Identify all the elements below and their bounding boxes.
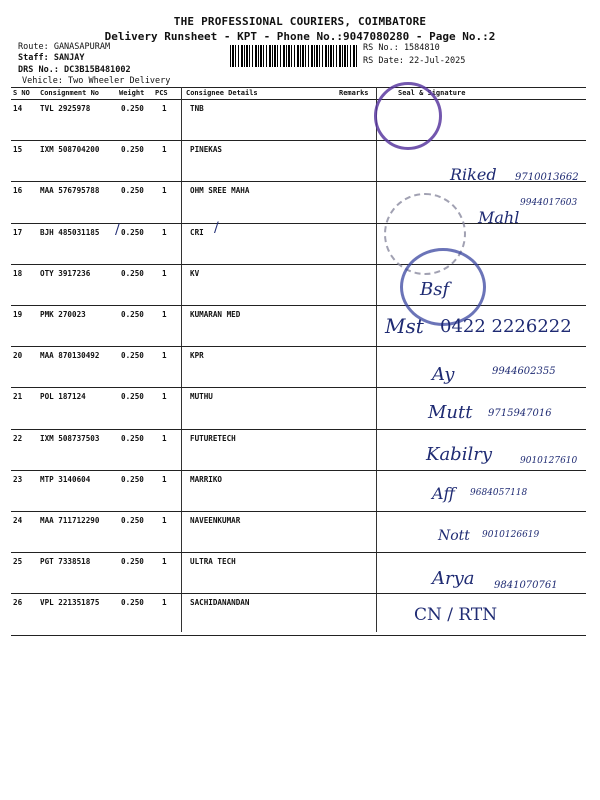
row-consignment-no: PGT 7338518 (40, 557, 91, 567)
row-weight: 0.250 (121, 392, 144, 402)
row-pcs: 1 (162, 351, 167, 361)
row-divider (11, 387, 586, 388)
company-title: THE PROFESSIONAL COURIERS, COIMBATORE (173, 15, 427, 28)
row-consignment-no: PMK 270023 (40, 310, 86, 319)
tick-mark-17a: / (115, 222, 120, 238)
row-consignee: ULTRA TECH (190, 557, 236, 567)
row-consignment-no: IXM 508704200 (40, 145, 100, 155)
row-divider (11, 429, 586, 430)
handwritten-phone-21: 9715947016 (488, 408, 552, 419)
row-sno: 22 (13, 433, 23, 443)
row-divider (11, 346, 586, 347)
row-consignee: PINEKAS (190, 145, 223, 155)
col-header-remarks: Remarks (339, 89, 369, 97)
row-pcs: 1 (162, 310, 167, 319)
row-divider (11, 181, 586, 182)
row-pcs: 1 (162, 392, 167, 402)
row-weight: 0.250 (121, 351, 144, 361)
row-sno: 17 (13, 227, 23, 237)
row-consignee: KUMARAN MED (190, 310, 241, 319)
row-pcs: 1 (162, 598, 167, 608)
row-consignment-no: TVL 2925978 (40, 104, 91, 113)
signature-22: Kabilry (426, 444, 492, 465)
staff-label: Staff: SANJAY (18, 53, 85, 63)
return-note-26: CN / RTN (414, 605, 498, 625)
rs-date: RS Date: 22-Jul-2025 (363, 56, 466, 66)
row-sno: 15 (13, 145, 23, 155)
row-weight: 0.250 (121, 557, 144, 567)
signature-25: Arya (432, 568, 475, 589)
row-consignment-no: OTY 3917236 (40, 268, 91, 278)
row-consignment-no: BJH 485031185 (40, 227, 100, 237)
row-divider (11, 593, 586, 594)
row-consignee: KPR (190, 351, 204, 361)
handwritten-phone-19: 0422 2226222 (440, 316, 572, 337)
signature-16: Riked (450, 165, 497, 184)
handwritten-phone-22: 9010127610 (520, 456, 578, 466)
row-sno: 16 (13, 186, 23, 196)
row-weight: 0.250 (121, 145, 144, 155)
row-divider (11, 511, 586, 512)
row-weight: 0.250 (121, 433, 144, 443)
signature-17: Mahl (478, 208, 520, 227)
signature-20: Ay (432, 364, 455, 385)
route-label: Route: GANASAPURAM (18, 42, 111, 52)
row-pcs: 1 (162, 433, 167, 443)
row-pcs: 1 (162, 557, 167, 567)
handwritten-phone-20: 9944602355 (492, 366, 556, 377)
row-consignee: MARRIKO (190, 474, 223, 484)
col-header-sno: S NO (13, 89, 30, 97)
row-consignee: CRI (190, 227, 204, 237)
drs-number: DRS No.: DC3B15B481002 (18, 65, 131, 75)
row-consignee: OHM SREE MAHA (190, 186, 250, 196)
row-sno: 24 (13, 516, 23, 525)
col-header-weight: Weight (119, 89, 145, 97)
row-sno: 18 (13, 268, 23, 278)
row-pcs: 1 (162, 186, 167, 196)
row-pcs: 1 (162, 516, 167, 525)
row-consignment-no: MAA 576795788 (40, 186, 100, 196)
signature-18: Bsf (420, 279, 450, 300)
row-consignee: MUTHU (190, 392, 213, 402)
row-weight: 0.250 (121, 474, 144, 484)
row-weight: 0.250 (121, 310, 144, 319)
row-pcs: 1 (162, 145, 167, 155)
row-consignee: SACHIDANANDAN (190, 598, 250, 608)
row-divider (11, 140, 586, 141)
row-pcs: 1 (162, 268, 167, 278)
row-sno: 25 (13, 557, 23, 567)
row-consignment-no: MTP 3140604 (40, 474, 91, 484)
row-consignment-no: MAA 870130492 (40, 351, 100, 361)
row-weight: 0.250 (121, 598, 144, 608)
handwritten-phone-17: 9944017603 (520, 198, 578, 208)
table-header-border (11, 99, 586, 100)
row-consignee: FUTURETECH (190, 433, 236, 443)
consignee-column-line (181, 87, 182, 632)
row-consignee: TNB (190, 104, 204, 113)
row-sno: 19 (13, 310, 23, 319)
row-divider (11, 305, 586, 306)
rs-number: RS No.: 1584810 (363, 43, 440, 53)
row-sno: 23 (13, 474, 23, 484)
row-sno: 14 (13, 104, 23, 113)
vehicle-label: Vehicle: Two Wheeler Delivery (22, 76, 171, 86)
row-sno: 21 (13, 392, 23, 402)
col-header-consignment: Consignment No (40, 89, 100, 97)
row-pcs: 1 (162, 474, 167, 484)
row-weight: 0.250 (121, 227, 144, 237)
col-header-consignee: Consignee Details (186, 89, 258, 97)
signature-23: Aff (432, 484, 455, 503)
remarks-column-line (376, 87, 377, 632)
row-divider (11, 264, 586, 265)
row-consignment-no: IXM 508737503 (40, 433, 100, 443)
row-consignment-no: MAA 711712290 (40, 516, 100, 525)
row-divider (11, 470, 586, 471)
row-consignment-no: VPL 221351875 (40, 598, 100, 608)
tick-mark-17b: / (214, 220, 219, 236)
handwritten-phone-16: 9710013662 (515, 172, 579, 183)
row-sno: 20 (13, 351, 23, 361)
seal-stamp-tnb (374, 82, 442, 150)
handwritten-phone-25: 9841070761 (494, 580, 558, 591)
signature-21: Mutt (428, 402, 473, 423)
row-weight: 0.250 (121, 516, 144, 525)
signature-24: Nott (438, 528, 470, 544)
row-sno: 26 (13, 598, 23, 608)
row-weight: 0.250 (121, 268, 144, 278)
row-consignment-no: POL 187124 (40, 392, 86, 402)
barcode (230, 45, 358, 67)
runsheet-subtitle: Delivery Runsheet - KPT - Phone No.:9047080280 - Page No.:2 (104, 30, 496, 43)
col-header-seal: Seal & Signature (398, 89, 466, 97)
handwritten-phone-23: 9684057118 (470, 488, 528, 498)
row-weight: 0.250 (121, 104, 144, 113)
row-consignee: NAVEENKUMAR (190, 516, 241, 525)
handwritten-phone-24: 9010126619 (482, 530, 540, 540)
table-top-border (11, 87, 586, 88)
row-pcs: 1 (162, 104, 167, 113)
col-header-pcs: PCS (155, 89, 168, 97)
row-divider (11, 635, 586, 636)
row-weight: 0.250 (121, 186, 144, 196)
signature-19: Mst (385, 314, 424, 338)
row-consignee: KV (190, 268, 200, 278)
row-divider (11, 552, 586, 553)
row-pcs: 1 (162, 227, 167, 237)
